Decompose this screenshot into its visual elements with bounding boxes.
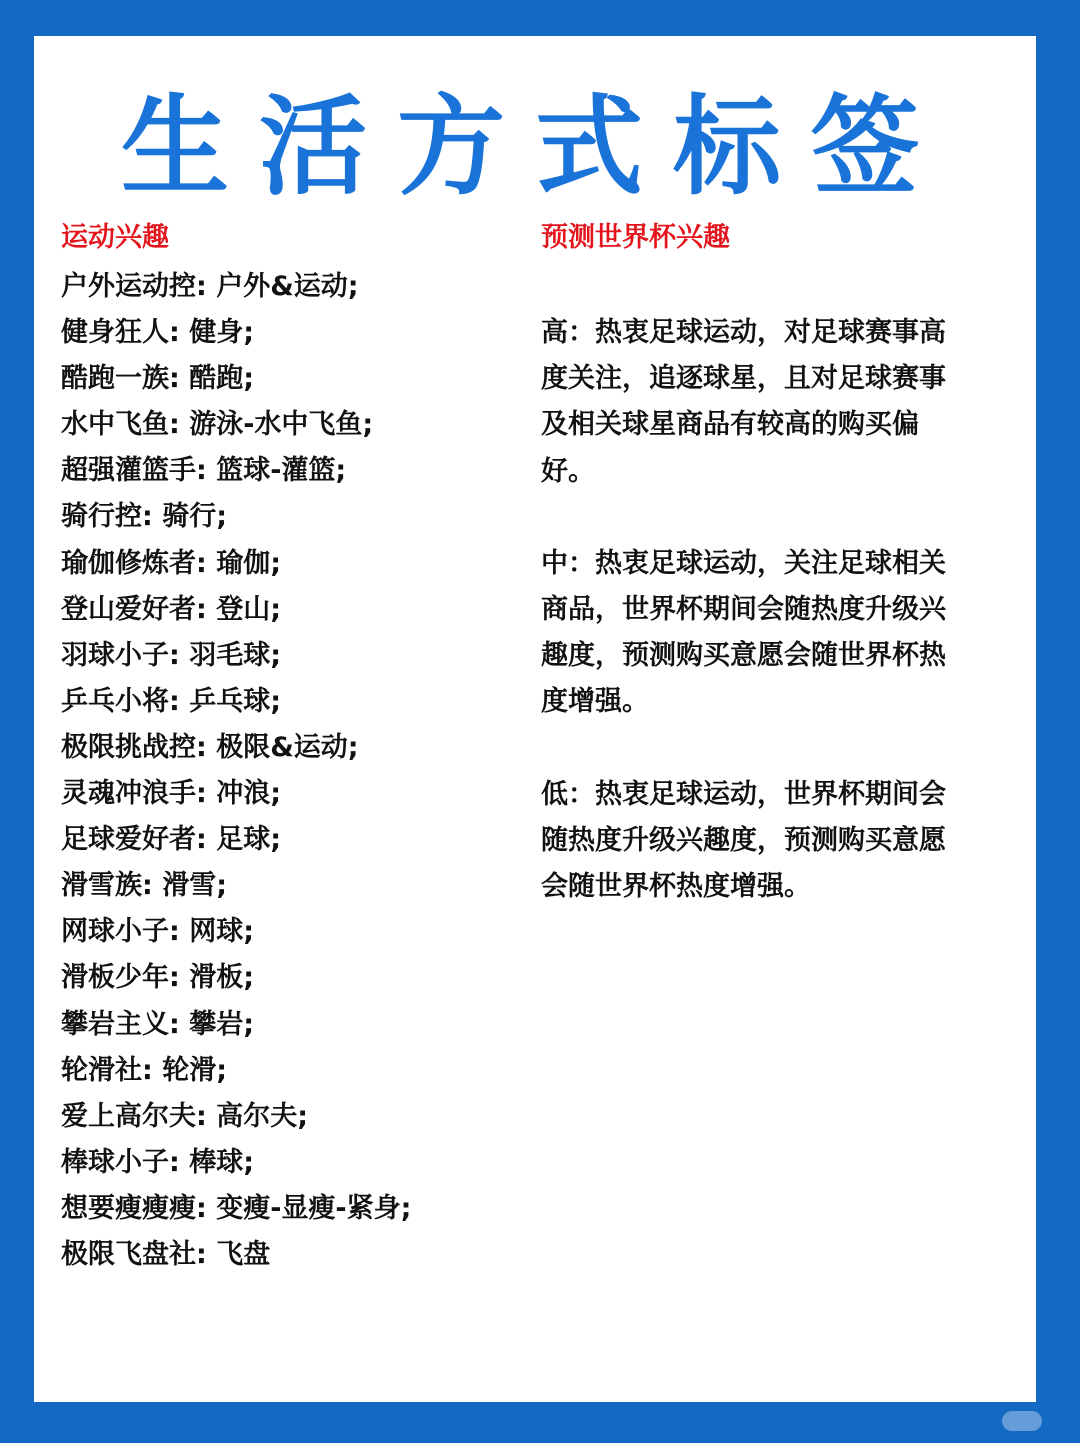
list-item: 轮滑社: 轮滑; xyxy=(61,1054,227,1086)
watermark-badge xyxy=(1002,1411,1042,1431)
list-item: 登山爱好者: 登山; xyxy=(61,593,281,625)
list-item: 水中飞鱼: 游泳-水中飞鱼; xyxy=(61,409,374,441)
sports-interest-column xyxy=(61,218,531,1278)
list-item: 骑行控: 骑行; xyxy=(61,501,227,533)
list-item: 乒乓小将: 乒乓球; xyxy=(61,685,281,717)
list-item: 瑜伽修炼者: 瑜伽; xyxy=(61,547,281,579)
list-item: 棒球小子: 棒球; xyxy=(61,1146,254,1178)
interest-level-high: 高：热衷足球运动，对足球赛事高度关注，追逐球星，且对足球赛事及相关球星商品有较高的购买偏好。 xyxy=(541,317,946,487)
sports-interest-heading: 运动兴趣 xyxy=(61,222,169,253)
page-title: 生活方式标签 xyxy=(120,85,949,210)
list-item: 爱上高尔夫: 高尔夫; xyxy=(61,1100,308,1132)
world-cup-interest-heading: 预测世界杯兴趣 xyxy=(541,222,730,253)
list-item: 灵魂冲浪手: 冲浪; xyxy=(61,778,281,810)
sports-tag-list xyxy=(61,264,531,1278)
list-item: 户外运动控: 户外&运动; xyxy=(61,271,359,302)
content-card xyxy=(34,36,1036,1402)
list-item: 超强灌篮手: 篮球-灌篮; xyxy=(61,455,347,487)
list-item: 滑雪族: 滑雪; xyxy=(61,870,227,902)
list-item: 想要瘦瘦瘦: 变瘦-显瘦-紧身; xyxy=(61,1192,412,1224)
world-cup-interest-column xyxy=(541,218,971,910)
list-item: 健身狂人: 健身; xyxy=(61,317,254,349)
list-item: 攀岩主义: 攀岩; xyxy=(61,1008,254,1040)
list-item: 酷跑一族: 酷跑; xyxy=(61,363,254,395)
list-item: 极限挑战控: 极限&运动; xyxy=(61,731,359,763)
list-item: 足球爱好者: 足球; xyxy=(61,824,281,856)
interest-level-mid: 中：热衷足球运动，关注足球相关商品，世界杯期间会随热度升级兴趣度，预测购买意愿会随世界杯热度增强。 xyxy=(541,547,946,718)
list-item: 极限飞盘社: 飞盘 xyxy=(61,1238,271,1270)
list-item: 网球小子: 网球; xyxy=(61,916,254,948)
interest-level-low: 低：热衷足球运动，世界杯期间会随热度升级兴趣度，预测购买意愿会随世界杯热度增强。 xyxy=(541,778,946,903)
list-item: 滑板少年: 滑板; xyxy=(61,962,254,994)
list-item: 羽球小子: 羽毛球; xyxy=(61,639,281,671)
